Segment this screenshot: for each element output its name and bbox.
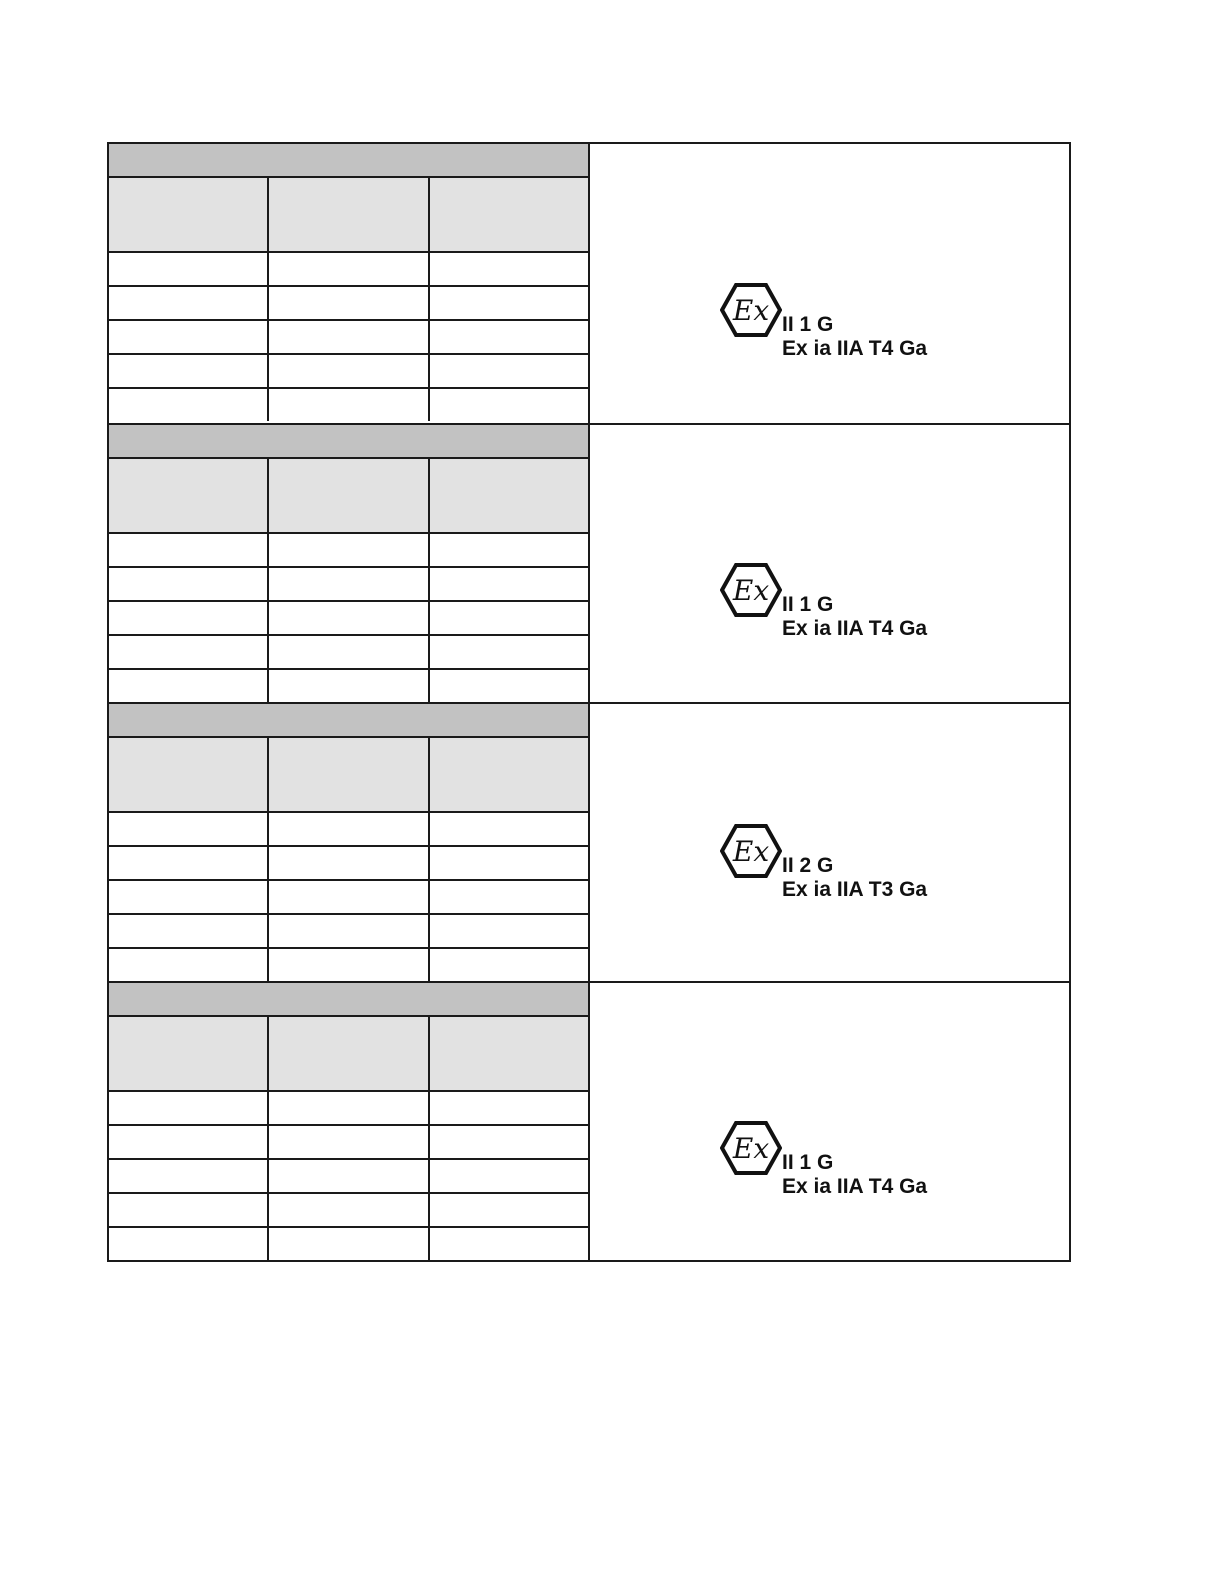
table-row — [109, 253, 588, 287]
table-row — [109, 1126, 588, 1160]
protection-code-label: Ex ia IIA T4 Ga — [782, 1175, 928, 1198]
table-row — [109, 321, 588, 355]
table-row — [109, 949, 588, 981]
atex-marking — [720, 283, 927, 361]
atex-marking-cell-4 — [590, 983, 1069, 1260]
header-cell — [430, 1017, 588, 1090]
table-cell — [109, 881, 269, 913]
table-cell — [430, 1092, 588, 1124]
table-cell — [269, 813, 429, 845]
protection-code-label: Ex ia IIA T4 Ga — [782, 337, 928, 360]
table-cell — [109, 389, 269, 421]
table-cell — [109, 670, 269, 702]
table-cell — [109, 1092, 269, 1124]
spec-grid-2 — [109, 425, 590, 702]
table-row — [109, 847, 588, 881]
table-cell — [269, 355, 429, 387]
spec-grid-1 — [109, 144, 590, 423]
header-cell — [269, 1017, 429, 1090]
table-cell — [109, 534, 269, 566]
protection-code-label: Ex ia IIA T4 Ga — [782, 617, 928, 640]
table-cell — [430, 321, 588, 353]
table-cell — [430, 813, 588, 845]
table-row — [109, 534, 588, 568]
header-cell — [269, 459, 429, 532]
table-row — [109, 1160, 588, 1194]
table-cell — [269, 534, 429, 566]
atex-marking — [720, 824, 927, 902]
table-cell — [109, 915, 269, 947]
spec-grid-title-row — [109, 425, 588, 459]
table-cell — [269, 287, 429, 319]
header-cell — [269, 738, 429, 811]
table-row — [109, 1194, 588, 1228]
table-block-1 — [109, 144, 1069, 423]
table-row — [109, 670, 588, 702]
table-cell — [430, 602, 588, 634]
atex-marking — [720, 563, 927, 641]
table-cell — [269, 253, 429, 285]
table-row — [109, 287, 588, 321]
atex-marking-text — [782, 854, 927, 902]
spec-grid-header-row — [109, 178, 588, 253]
header-cell — [430, 738, 588, 811]
table-cell — [269, 670, 429, 702]
table-cell — [269, 1228, 429, 1260]
header-cell — [430, 178, 588, 251]
equipment-group-label: II 2 G — [782, 854, 834, 877]
table-cell — [269, 881, 429, 913]
header-cell — [430, 459, 588, 532]
table-cell — [430, 1160, 588, 1192]
table-row — [109, 636, 588, 670]
atex-marking-cell-1 — [590, 144, 1069, 423]
header-cell — [109, 459, 269, 532]
table-cell — [269, 636, 429, 668]
table-cell — [430, 534, 588, 566]
atex-marking-cell-3 — [590, 704, 1069, 981]
table-cell — [109, 568, 269, 600]
atex-ex-hexagon-icon — [720, 563, 782, 617]
table-cell — [430, 389, 588, 421]
table-block-4 — [109, 981, 1069, 1260]
table-cell — [430, 670, 588, 702]
table-cell — [430, 949, 588, 981]
table-row — [109, 355, 588, 389]
svg-text:Ex: Ex — [732, 1132, 770, 1165]
table-cell — [430, 1194, 588, 1226]
atex-marking-text — [782, 1151, 927, 1199]
table-cell — [269, 1194, 429, 1226]
atex-ex-hexagon-icon — [720, 283, 782, 337]
equipment-group-label: II 1 G — [782, 593, 834, 616]
table-row — [109, 915, 588, 949]
table-cell — [430, 287, 588, 319]
table-cell — [430, 253, 588, 285]
header-cell — [109, 738, 269, 811]
table-cell — [430, 636, 588, 668]
header-cell — [269, 178, 429, 251]
table-cell — [269, 1126, 429, 1158]
protection-code-label: Ex ia IIA T3 Ga — [782, 878, 928, 901]
table-cell — [109, 602, 269, 634]
equipment-group-label: II 1 G — [782, 313, 834, 336]
atex-marking-text — [782, 313, 927, 361]
table-row — [109, 881, 588, 915]
table-cell — [269, 602, 429, 634]
certification-table — [107, 142, 1071, 1262]
table-cell — [269, 915, 429, 947]
table-row — [109, 568, 588, 602]
atex-ex-hexagon-icon — [720, 1121, 782, 1175]
table-cell — [269, 847, 429, 879]
spec-grid-header-row — [109, 459, 588, 534]
table-row — [109, 1228, 588, 1260]
table-cell — [269, 949, 429, 981]
table-cell — [109, 1228, 269, 1260]
table-cell — [109, 287, 269, 319]
table-cell — [269, 321, 429, 353]
table-cell — [109, 949, 269, 981]
table-cell — [430, 568, 588, 600]
table-cell — [109, 321, 269, 353]
spec-grid-title-row — [109, 983, 588, 1017]
table-cell — [269, 1160, 429, 1192]
equipment-group-label: II 1 G — [782, 1151, 834, 1174]
atex-marking-cell-2 — [590, 425, 1069, 702]
svg-text:Ex: Ex — [732, 294, 770, 327]
table-row — [109, 602, 588, 636]
table-cell — [109, 1194, 269, 1226]
table-cell — [269, 389, 429, 421]
table-cell — [269, 568, 429, 600]
header-cell — [109, 1017, 269, 1090]
table-cell — [109, 355, 269, 387]
svg-text:Ex: Ex — [732, 835, 770, 868]
table-cell — [430, 915, 588, 947]
spec-grid-4 — [109, 983, 590, 1260]
table-cell — [109, 847, 269, 879]
table-cell — [109, 1126, 269, 1158]
table-cell — [430, 1228, 588, 1260]
spec-grid-header-row — [109, 1017, 588, 1092]
table-cell — [109, 253, 269, 285]
spec-grid-title-row — [109, 144, 588, 178]
spec-grid-3 — [109, 704, 590, 981]
table-cell — [109, 1160, 269, 1192]
atex-ex-hexagon-icon — [720, 824, 782, 878]
atex-marking-text — [782, 593, 927, 641]
svg-text:Ex: Ex — [732, 574, 770, 607]
table-cell — [109, 813, 269, 845]
atex-marking — [720, 1121, 927, 1199]
table-block-2 — [109, 423, 1069, 702]
table-cell — [430, 1126, 588, 1158]
table-cell — [430, 881, 588, 913]
table-block-3 — [109, 702, 1069, 981]
spec-grid-header-row — [109, 738, 588, 813]
table-row — [109, 1092, 588, 1126]
table-cell — [269, 1092, 429, 1124]
table-cell — [430, 847, 588, 879]
table-row — [109, 813, 588, 847]
table-row — [109, 389, 588, 421]
table-cell — [430, 355, 588, 387]
header-cell — [109, 178, 269, 251]
spec-grid-title-row — [109, 704, 588, 738]
table-cell — [109, 636, 269, 668]
